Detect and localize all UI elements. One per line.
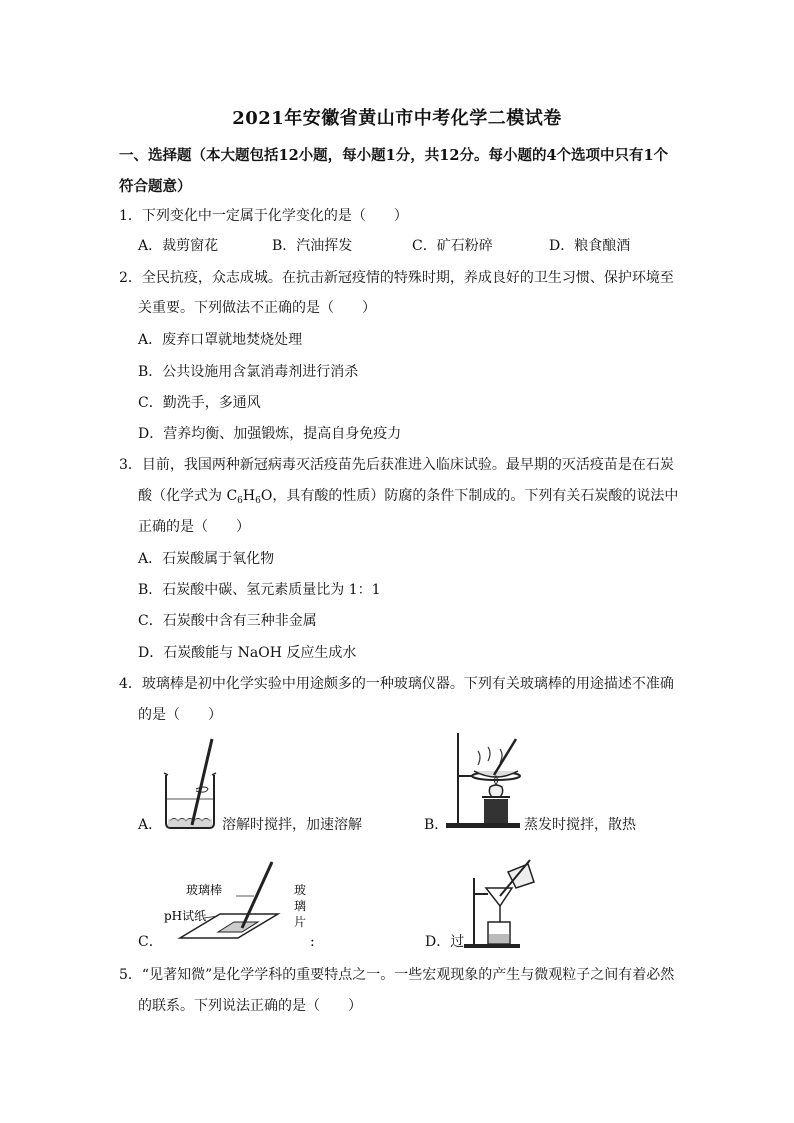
label-glass-plate-1: 玻 bbox=[294, 883, 307, 897]
question-3-stem-line2: 酸（化学式为 $C_6H_6O$，具有酸的性质）防腐的条件下制成的。下列有关石炭酸的说法中 bbox=[138, 488, 679, 506]
q4-option-c-colon: : bbox=[310, 934, 315, 950]
q2-option-d: D．营养均衡、加强锻炼，提高自身免疫力 bbox=[138, 426, 402, 442]
q2-option-b: B．公共设施用含氯消毒剂进行消杀 bbox=[138, 364, 359, 380]
question-5-stem-line1: 5．“见著知微”是化学学科的重要特点之一。一些宏观现象的产生与微观粒子之间有着必然 bbox=[119, 967, 675, 983]
question-4-stem-line1: 4．玻璃棒是初中化学实验中用途颇多的一种玻璃仪器。下列有关玻璃棒的用途描述不准确 bbox=[119, 676, 674, 692]
section-heading-line2: 符合题意） bbox=[119, 178, 192, 195]
q3-option-a: A．石炭酸属于氧化物 bbox=[138, 551, 275, 567]
label-ph-paper: pH试纸 bbox=[164, 909, 207, 923]
question-2-stem-line2: 关重要。下列做法不正确的是（ ） bbox=[138, 300, 376, 316]
question-3-stem-line3: 正确的是（ ） bbox=[138, 519, 250, 535]
question-2-stem-line1: 2．全民抗疫，众志成城。在抗击新冠疫情的特殊时期，养成良好的卫生习惯、保护环境至 bbox=[119, 270, 674, 286]
q1-option-a: A．裁剪窗花 bbox=[138, 238, 219, 254]
q3-option-d: D．石炭酸能与 NaOH 反应生成水 bbox=[138, 645, 357, 661]
filtration-figure bbox=[460, 858, 540, 950]
question-3-stem-line1: 3．目前，我国两种新冠病毒灭活疫苗先后获准进入临床试验。最早期的灭活疫苗是在石炭 bbox=[119, 457, 674, 473]
q1-option-b: B．汽油挥发 bbox=[272, 238, 353, 254]
q4-option-a-text: 溶解时搅拌，加速溶解 bbox=[222, 817, 362, 833]
q4-option-d-letter: D．过 bbox=[425, 934, 465, 950]
q4-option-b-letter: B． bbox=[424, 817, 449, 833]
q1-option-d: D．粮食酿酒 bbox=[549, 238, 631, 254]
label-glass-rod: 玻璃棒 bbox=[186, 883, 223, 897]
section-heading-line1: 一、选择题（本大题包括12小题，每小题1分，共12分。每小题的4个选项中只有1个 bbox=[119, 147, 669, 164]
question-4-stem-line2: 的是（ ） bbox=[138, 707, 222, 723]
q2-option-a: A．废弃口罩就地焚烧处理 bbox=[138, 332, 303, 348]
q1-option-c: C．矿石粉碎 bbox=[412, 238, 493, 254]
q2-option-c: C．勤洗手，多通风 bbox=[138, 395, 261, 411]
label-glass-plate-2: 璃 bbox=[294, 899, 307, 913]
q3-option-b: B．石炭酸中碳、氢元素质量比为 1：1 bbox=[138, 582, 381, 598]
beaker-stirring-figure bbox=[160, 737, 222, 833]
q3-option-c: C．石炭酸中含有三种非金属 bbox=[138, 613, 317, 629]
q4-option-c-letter: C． bbox=[138, 934, 163, 950]
page-title: 2021年安徽省黄山市中考化学二模试卷 bbox=[232, 108, 562, 129]
label-glass-plate-3: 片 bbox=[294, 915, 307, 929]
question-5-stem-line2: 的联系。下列说法正确的是（ ） bbox=[138, 998, 362, 1014]
evaporation-figure bbox=[444, 731, 524, 829]
ph-test-figure bbox=[160, 858, 316, 950]
question-1-stem: 1．下列变化中一定属于化学变化的是（ ） bbox=[119, 208, 408, 224]
q4-option-a-letter: A． bbox=[138, 817, 163, 833]
q4-option-b-text: 蒸发时搅拌，散热 bbox=[524, 817, 636, 833]
